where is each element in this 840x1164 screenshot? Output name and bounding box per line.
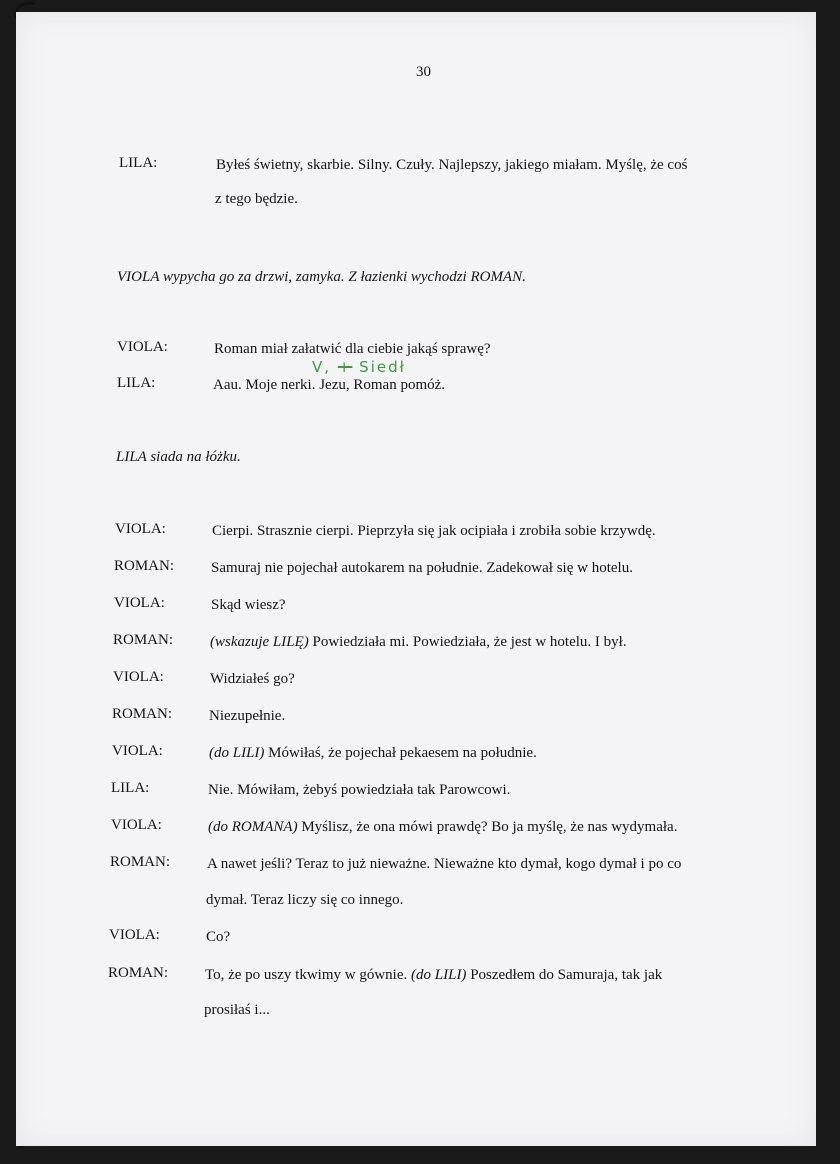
dialogue-text: Nie. Mówiłam, żebyś powiedziała tak Parowcowi. — [208, 782, 511, 798]
speaker-name: VIOLA: — [113, 669, 164, 685]
stage-direction: VIOLA wypycha go za drzwi, zamyka. Z łazienki wychodzi ROMAN. — [117, 269, 526, 285]
speaker-name: VIOLA: — [112, 743, 163, 759]
parenthetical: (wskazuje LILĘ) — [210, 634, 309, 650]
dialogue-segment: Myślisz, że ona mówi prawdę? Bo ja myślę, że nas wydymała. — [297, 819, 678, 835]
dialogue-text: Cierpi. Strasznie cierpi. Pieprzyła się jak ocipiała i zrobiła sobie krzywdę. — [212, 523, 656, 539]
dialogue-text — [205, 966, 662, 984]
dialogue-continuation: dymał. Teraz liczy się co innego. — [206, 892, 404, 908]
speaker-name: ROMAN: — [113, 632, 174, 648]
dialogue-text: A nawet jeśli? Teraz to już nieważne. Nieważne kto dymał, kogo dymał i po co — [207, 856, 682, 872]
dialogue-text: Niezupełnie. — [209, 708, 286, 724]
speaker-name: ROMAN: — [108, 965, 169, 981]
speaker-name: LILA: — [111, 780, 150, 796]
handwritten-note — [312, 358, 406, 376]
dialogue-text: Widziałeś go? — [210, 671, 295, 687]
handwritten-note-part: V, — [312, 358, 332, 376]
dialogue-text: Aau. Moje nerki. Jezu, Roman pomóż. — [213, 377, 446, 393]
dialogue-segment: To, że po uszy tkwimy w gównie. — [205, 967, 412, 983]
speaker-name: LILA: — [119, 155, 158, 171]
document-page — [16, 12, 816, 1146]
dialogue-segment: Mówiłaś, że pojechał pekaesem na południe. — [264, 745, 537, 761]
dialogue-segment: Poszedłem do Samuraja, tak jak — [466, 967, 663, 983]
handwritten-note-part: Siedł — [359, 358, 406, 376]
dialogue-text — [209, 744, 537, 762]
speaker-name: VIOLA: — [109, 927, 160, 943]
dialogue-text: Skąd wiesz? — [211, 597, 286, 613]
speaker-name: LILA: — [117, 375, 156, 391]
dialogue-text: Samuraj nie pojechał autokarem na południe. Zadekował się w hotelu. — [211, 560, 633, 576]
speaker-name: VIOLA: — [115, 521, 166, 537]
dialogue-text — [210, 633, 627, 651]
stage-direction: LILA siada na łóżku. — [116, 449, 241, 465]
dialogue-text — [208, 818, 677, 836]
dialogue-segment: Powiedziała mi. Powiedziała, że jest w hotelu. I był. — [308, 634, 627, 650]
speaker-name: VIOLA: — [111, 817, 162, 833]
speaker-name: VIOLA: — [117, 339, 168, 355]
parenthetical: (do LILI) — [411, 967, 467, 983]
handwritten-note-struck: + — [337, 358, 353, 376]
parenthetical: (do LILI) — [209, 745, 265, 761]
dialogue-text: Byłeś świetny, skarbie. Silny. Czuły. Najlepszy, jakiego miałam. Myślę, że coś — [216, 157, 688, 173]
speaker-name: VIOLA: — [114, 595, 165, 611]
dialogue-text: Roman miał załatwić dla ciebie jakąś sprawę? — [214, 341, 491, 357]
speaker-name: ROMAN: — [112, 706, 173, 722]
speaker-name: ROMAN: — [110, 854, 171, 870]
dialogue-continuation: z tego będzie. — [215, 191, 298, 207]
dialogue-text: Co? — [206, 929, 231, 945]
page-number: 30 — [416, 64, 431, 80]
dialogue-continuation: prosiłaś i... — [204, 1002, 270, 1018]
parenthetical: (do ROMANA) — [208, 819, 298, 835]
speaker-name: ROMAN: — [114, 558, 175, 574]
